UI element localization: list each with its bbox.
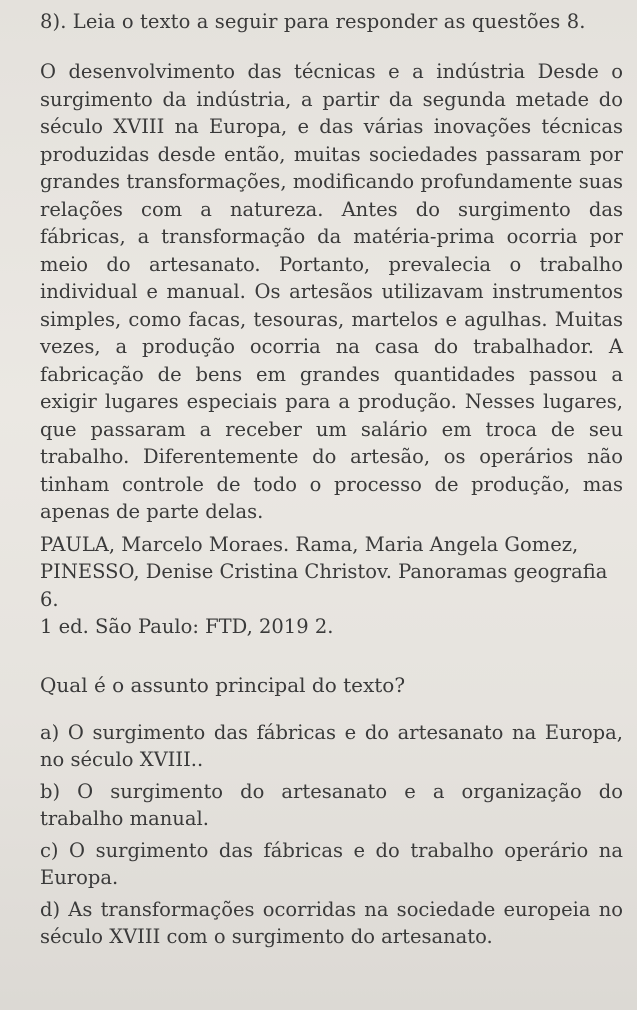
reading-passage: O desenvolvimento das técnicas e a indústria Desde o surgimento da indústria, a partir da segunda metade do século XVIII na Europa, e das várias inovações técnicas produzidas desde então, muitas sociedades passaram por grandes transformações, modificando profundamente suas relações com a natureza. Antes do surgimento das fábricas, a transformação da matéria-prima ocorria por meio do artesanato. Portanto, prevalecia o trabalho individual e manual. Os artesãos utilizavam instrumentos simples, como facas, tesouras, martelos e agulhas. Muitas vezes, a produção ocorria na casa do trabalhador. A fabricação de bens em grandes quantidades passou a exigir lugares especiais para a produção. Nesses lugares, que passaram a receber um salário em troca de seu trabalho. Diferentemente do artesão, os operários não tinham controle de todo o processo de produção, mas apenas de parte delas. <box>40 60 623 523</box>
source-citation <box>40 531 623 641</box>
option-b[interactable]: b) O surgimento do artesanato e a organização do trabalho manual. <box>40 779 623 830</box>
citation-line-1: PAULA, Marcelo Moraes. Rama, Maria Angela Gomez, <box>40 532 579 556</box>
option-d[interactable]: d) As transformações ocorridas na sociedade europeia no século XVIII com o surgimento do artesanato. <box>40 897 623 948</box>
citation-line-2: PINESSO, Denise Cristina Christov. Panoramas geografia 6. <box>40 560 608 611</box>
answer-options <box>40 719 623 951</box>
question-heading: 8). Leia o texto a seguir para responder as questões 8. <box>40 10 586 33</box>
option-c[interactable]: c) O surgimento das fábricas e do trabalho operário na Europa. <box>40 838 623 889</box>
question-prompt: Qual é o assunto principal do texto? <box>40 672 406 697</box>
option-a[interactable]: a) O surgimento das fábricas e do artesanato na Europa, no século XVIII.. <box>40 720 623 771</box>
citation-line-3: 1 ed. São Paulo: FTD, 2019 2. <box>40 615 334 638</box>
